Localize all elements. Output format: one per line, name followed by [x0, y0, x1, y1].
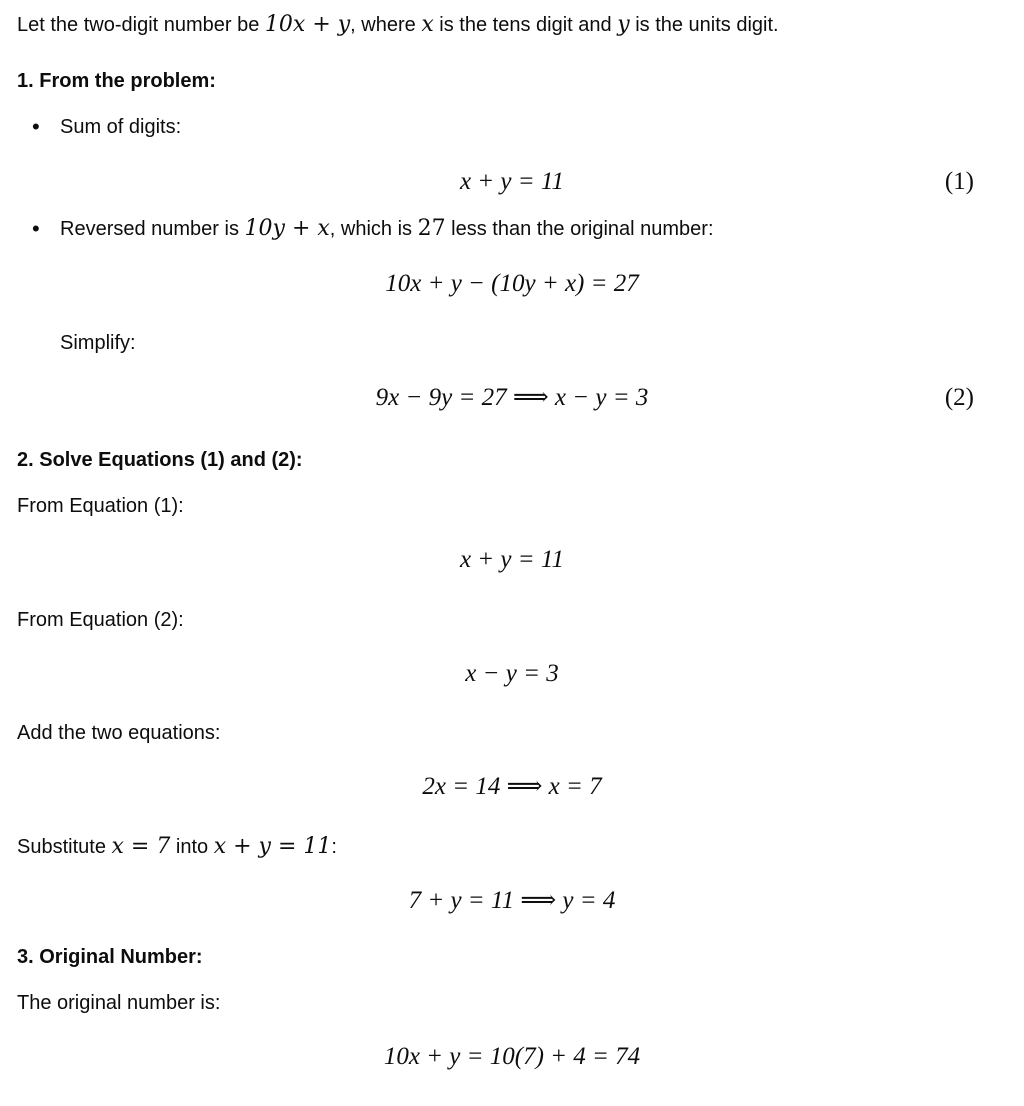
section-heading-1: 1. From the problem: — [17, 70, 216, 92]
math-variable: x — [421, 12, 434, 37]
section-heading-2: 2. Solve Equations (1) and (2): — [17, 449, 303, 471]
math-expression: 10y + x — [244, 216, 330, 241]
intro-text: Let the two-digit number be — [17, 14, 265, 36]
equation-2: 9x − 9y = 27 ⟹ x − y = 3 — [375, 384, 649, 411]
math-expression: x + y = 11 — [213, 834, 332, 859]
add-equations-label: Add the two equations: — [17, 722, 221, 744]
math-variable: y — [617, 12, 630, 37]
math-number: 27 — [417, 216, 446, 241]
intro-text: is the tens digit and — [433, 14, 618, 36]
intro-text: is the units digit. — [629, 14, 779, 36]
substitute-text: into — [170, 836, 214, 858]
from-equation-2-label: From Equation (2): — [17, 609, 184, 631]
bullet-reversed-number — [60, 215, 714, 243]
substitute-text: : — [331, 836, 337, 858]
equation-reversed: 10x + y − (10y + x) = 27 — [385, 270, 639, 297]
math-expression: 10x + y — [264, 12, 351, 37]
bullet-sum-of-digits: Sum of digits: — [60, 116, 182, 138]
section-heading-3: 3. Original Number: — [17, 946, 203, 968]
bullet-icon: • — [32, 216, 40, 241]
math-expression: x = 7 — [111, 834, 171, 859]
intro-paragraph — [17, 11, 779, 39]
substitute-paragraph — [17, 833, 337, 861]
equation-restated-1: x + y = 11 — [459, 546, 565, 573]
bullet-text: Reversed number is — [60, 218, 245, 240]
equation-tag-1: (1) — [944, 168, 974, 195]
equation-sum: 2x = 14 ⟹ x = 7 — [422, 773, 602, 800]
equation-final: 10x + y = 10(7) + 4 = 74 — [383, 1043, 641, 1070]
bullet-text: , which is — [329, 218, 418, 240]
equation-tag-2: (2) — [944, 384, 974, 411]
equation-solve-y: 7 + y = 11 ⟹ y = 4 — [408, 887, 616, 914]
from-equation-1-label: From Equation (1): — [17, 495, 184, 517]
bullet-icon: • — [32, 114, 40, 139]
bullet-text: less than the original number: — [445, 218, 714, 240]
original-number-label: The original number is: — [17, 992, 221, 1014]
equation-restated-2: x − y = 3 — [465, 660, 559, 687]
intro-text: , where — [350, 14, 422, 36]
simplify-label: Simplify: — [60, 332, 136, 354]
equation-1: x + y = 11 — [459, 168, 565, 195]
substitute-text: Substitute — [17, 836, 112, 858]
